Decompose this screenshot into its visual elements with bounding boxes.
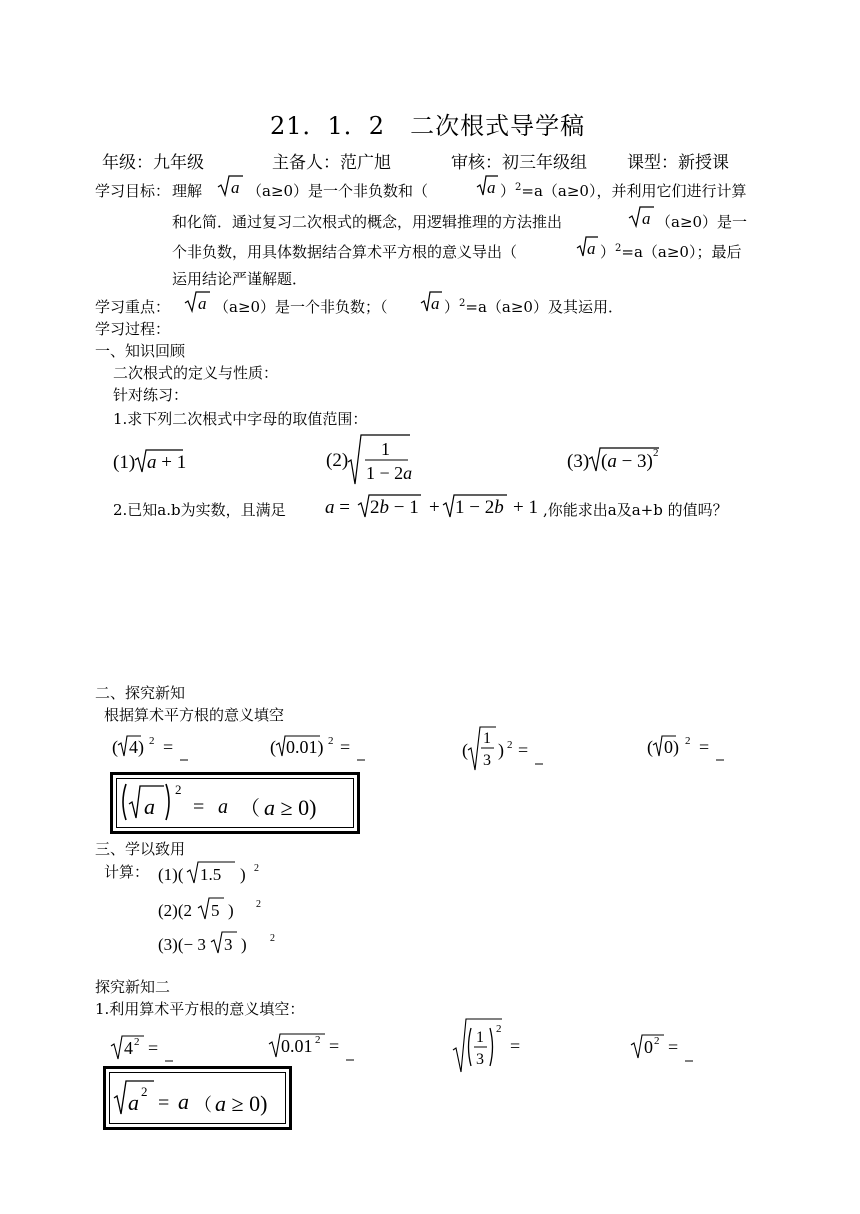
fill2-item-3 xyxy=(452,1016,542,1076)
svg-text:4: 4 xyxy=(124,1038,133,1058)
svg-text:=: = xyxy=(163,737,174,757)
svg-text:): ) xyxy=(498,740,504,760)
svg-text:=: = xyxy=(699,737,710,757)
svg-text:a: a xyxy=(218,796,228,818)
svg-text:(1): (1) xyxy=(113,452,136,473)
svg-text:=: = xyxy=(510,1036,521,1056)
section3-heading: 三、学以致用 xyxy=(95,840,186,858)
svg-text:(3): (3) xyxy=(567,451,590,472)
section4-sub: 1.利用算术平方根的意义填空： xyxy=(95,1000,305,1018)
goals-text-2b: （a≥0）是一 xyxy=(656,213,748,231)
svg-text:2: 2 xyxy=(134,1036,140,1048)
svg-text:(: ( xyxy=(462,740,468,760)
focus-label: 学习重点： xyxy=(95,298,171,316)
focus-text-b: （a≥0）是一个非负数；（ xyxy=(214,298,388,316)
sqrt-a-symbol xyxy=(576,235,598,259)
sqrt-a-symbol xyxy=(628,205,654,229)
svg-text:): ) xyxy=(241,935,247,954)
process-label: 学习过程： xyxy=(95,320,171,338)
formula-1 xyxy=(120,780,350,826)
svg-text:2: 2 xyxy=(496,1023,502,1035)
section4-heading: 探究新知二 xyxy=(95,978,171,996)
svg-text:0): 0) xyxy=(664,737,679,757)
svg-text:(a − 3): (a − 3) xyxy=(601,451,653,472)
section1-sub: 二次根式的定义与性质： xyxy=(113,364,279,382)
page-title: 21．1．2 二次根式导学稿 xyxy=(270,112,586,140)
svg-text:2: 2 xyxy=(315,1034,321,1046)
q1-item-1 xyxy=(113,446,193,478)
question-1: 1.求下列二次根式中字母的取值范围： xyxy=(113,410,368,428)
author-label: 主备人：范广旭 xyxy=(272,153,391,173)
section1-heading: 一、知识回顾 xyxy=(95,342,186,360)
svg-text:1.5: 1.5 xyxy=(200,865,222,884)
svg-text:a: a xyxy=(431,294,440,313)
goals-text-3b: ）$^2$=a（a≥0）；最后 xyxy=(600,243,742,261)
svg-text:=: = xyxy=(193,796,205,818)
svg-text:2: 2 xyxy=(256,899,261,910)
focus-text-c: ）$^2$=a（a≥0）及其运用． xyxy=(444,298,623,316)
svg-text:3: 3 xyxy=(224,935,233,954)
svg-text:=: = xyxy=(158,1092,170,1114)
svg-text:2b − 1: 2b − 1 xyxy=(370,497,419,518)
svg-text:): ) xyxy=(228,901,234,920)
svg-text:a: a xyxy=(144,794,155,819)
fill2-item-1 xyxy=(110,1030,190,1064)
svg-text:(1)(: (1)( xyxy=(158,865,184,884)
svg-text:a: a xyxy=(128,1090,139,1115)
review-label: 审核：初三年级组 xyxy=(451,153,587,173)
goals-text-4: 运用结论严谨解题． xyxy=(172,270,308,288)
calc-item-1 xyxy=(158,859,278,887)
q2-equation xyxy=(325,491,545,521)
svg-text:1 − 2b: 1 − 2b xyxy=(455,497,504,518)
svg-text:): ) xyxy=(240,865,246,884)
formula-2 xyxy=(112,1076,286,1122)
section3-calc: 计算： xyxy=(104,863,150,881)
svg-text:2: 2 xyxy=(254,863,259,874)
fill-item-1 xyxy=(112,733,202,765)
sqrt-a-symbol xyxy=(217,174,243,198)
svg-text:+: + xyxy=(429,497,440,518)
svg-text:4): 4) xyxy=(129,737,144,757)
svg-text:a: a xyxy=(487,178,496,197)
svg-text:=: = xyxy=(329,1036,340,1056)
svg-text:2: 2 xyxy=(685,735,691,747)
question-2-a: 2.已知a.b为实数，且满足 xyxy=(113,501,286,519)
fill2-item-2 xyxy=(268,1028,368,1062)
svg-text:2: 2 xyxy=(149,735,155,747)
svg-text:3: 3 xyxy=(483,752,491,769)
goals-text-2: 和化简．通过复习二次根式的概念，用逻辑推理的方法推出 xyxy=(172,213,563,231)
fill-item-3 xyxy=(462,724,552,774)
goals-text-1c: ）$^2$=a（a≥0），并利用它们进行计算 xyxy=(500,182,747,200)
sqrt-a-symbol xyxy=(420,290,442,314)
goals-text-1a: 理解 xyxy=(172,182,203,200)
svg-text:(2): (2) xyxy=(326,450,349,471)
svg-text:a ≥ 0): a ≥ 0) xyxy=(215,1091,268,1116)
fill-item-4 xyxy=(647,733,737,765)
svg-text:(2)(2: (2)(2 xyxy=(158,901,192,920)
svg-text:2: 2 xyxy=(507,739,513,751)
type-label: 课型：新授课 xyxy=(627,153,729,173)
fill2-item-4 xyxy=(630,1029,710,1063)
svg-text:（: （ xyxy=(240,796,260,820)
svg-text:a ≥ 0): a ≥ 0) xyxy=(264,795,317,820)
grade-label: 年级：九年级 xyxy=(102,153,204,173)
sqrt-a-symbol xyxy=(184,290,210,314)
svg-text:(3)(− 3: (3)(− 3 xyxy=(158,935,206,954)
question-2-b: ,你能求出a及a+b 的值吗？ xyxy=(543,501,728,519)
calc-item-3 xyxy=(158,929,288,957)
svg-text:a =: a = xyxy=(325,497,350,518)
svg-text:=: = xyxy=(148,1038,159,1058)
goals-text-1b: （a≥0）是一个非负数和（ xyxy=(247,182,429,200)
section2-sub: 根据算术平方根的意义填空 xyxy=(104,706,285,724)
svg-text:a: a xyxy=(178,1089,189,1114)
svg-text:1: 1 xyxy=(476,1029,484,1046)
q1-item-2 xyxy=(326,432,426,488)
svg-text:=: = xyxy=(340,737,351,757)
svg-text:(: ( xyxy=(647,737,653,757)
goals-text-3a: 个非负数，用具体数据结合算术平方根的意义导出（ xyxy=(172,243,518,261)
fill-item-2 xyxy=(270,733,380,765)
calc-item-2 xyxy=(158,895,278,923)
svg-text:(: ( xyxy=(270,737,276,757)
svg-text:a: a xyxy=(642,209,651,228)
goals-label: 学习目标： xyxy=(95,182,171,200)
svg-text:2: 2 xyxy=(654,1035,660,1047)
svg-text:2: 2 xyxy=(270,933,275,944)
svg-text:1: 1 xyxy=(381,439,390,459)
svg-text:a + 1: a + 1 xyxy=(147,452,187,473)
svg-text:a: a xyxy=(231,178,240,197)
svg-text:(: ( xyxy=(112,737,118,757)
svg-text:3: 3 xyxy=(476,1051,484,1068)
svg-text:5: 5 xyxy=(211,901,220,920)
svg-text:2: 2 xyxy=(653,447,659,459)
svg-text:=: = xyxy=(668,1037,679,1057)
svg-text:2: 2 xyxy=(328,735,334,747)
svg-text:a: a xyxy=(198,294,207,313)
svg-text:+ 1: + 1 xyxy=(513,497,538,518)
svg-text:0.01: 0.01 xyxy=(281,1036,313,1056)
svg-text:=: = xyxy=(518,740,529,760)
svg-text:1: 1 xyxy=(483,730,491,747)
q1-item-3 xyxy=(567,443,677,477)
svg-text:a: a xyxy=(587,239,596,258)
section2-heading: 二、探究新知 xyxy=(95,684,186,702)
sqrt-a-symbol xyxy=(476,174,498,198)
svg-text:1 − 2a: 1 − 2a xyxy=(366,463,413,483)
svg-text:0: 0 xyxy=(644,1037,653,1057)
svg-text:（: （ xyxy=(194,1095,212,1116)
svg-text:2: 2 xyxy=(175,782,182,797)
section1-practice: 针对练习： xyxy=(113,386,189,404)
svg-text:0.01): 0.01) xyxy=(286,737,324,757)
svg-text:2: 2 xyxy=(141,1084,148,1099)
